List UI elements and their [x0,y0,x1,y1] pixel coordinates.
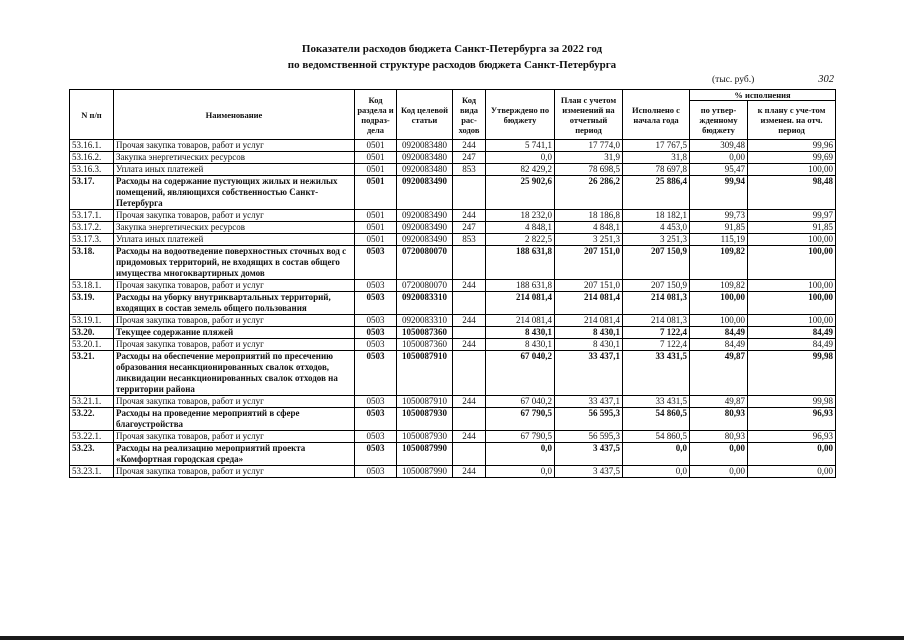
cell-num: 53.18. [70,246,114,280]
cell-kind-code: 244 [453,280,486,292]
table-row [70,466,836,478]
cell-num: 53.20.1. [70,339,114,351]
cell-approved: 4 848,1 [486,222,555,234]
table-row [70,222,836,234]
header-pct-plan: к плану с уче-том изменен. на отч. период [748,101,836,140]
cell-pct-approved: 49,87 [690,351,748,396]
cell-approved: 8 430,1 [486,339,555,351]
table-row [70,292,836,315]
cell-section-code: 0503 [355,408,397,431]
header-executed: Исполнено с начала года [623,90,690,140]
cell-name: Текущее содержание пляжей [114,327,355,339]
cell-approved: 18 232,0 [486,210,555,222]
cell-pct-approved: 84,49 [690,339,748,351]
cell-pct-plan: 100,00 [748,234,836,246]
cell-section-code: 0503 [355,327,397,339]
cell-kind-code [453,327,486,339]
cell-plan: 33 437,1 [555,396,623,408]
scan-edge [0,636,904,640]
cell-num: 53.18.1. [70,280,114,292]
cell-target-code: 0920083310 [397,292,453,315]
cell-num: 53.17.3. [70,234,114,246]
table-row [70,246,836,280]
cell-num: 53.19.1. [70,315,114,327]
cell-pct-plan: 91,85 [748,222,836,234]
cell-num: 53.16.2. [70,152,114,164]
cell-kind-code: 244 [453,466,486,478]
cell-num: 53.17.1. [70,210,114,222]
header-target-code: Код целевой статьи [397,90,453,140]
cell-plan: 207 151,0 [555,246,623,280]
cell-executed: 214 081,3 [623,292,690,315]
cell-target-code: 1050087930 [397,408,453,431]
cell-section-code: 0503 [355,431,397,443]
cell-executed: 4 453,0 [623,222,690,234]
cell-executed: 31,8 [623,152,690,164]
cell-name: Расходы на проведение мероприятий в сфере благоустройства [114,408,355,431]
title-line-2: по ведомственной структуре расходов бюджета Санкт-Петербурга [287,59,617,71]
cell-section-code: 0503 [355,246,397,280]
cell-pct-plan: 99,98 [748,396,836,408]
cell-section-code: 0503 [355,292,397,315]
cell-pct-approved: 84,49 [690,327,748,339]
cell-target-code: 1050087360 [397,327,453,339]
cell-num: 53.20. [70,327,114,339]
cell-approved: 25 902,6 [486,176,555,210]
cell-pct-approved: 49,87 [690,396,748,408]
cell-section-code: 0503 [355,339,397,351]
cell-approved: 67 790,5 [486,431,555,443]
cell-kind-code: 244 [453,140,486,152]
cell-name: Расходы на обеспечение мероприятий по пресечению образования несанкционированных свалок отходов, ликвидации несанкционированных свалок отходов на территории района [114,351,355,396]
cell-approved: 67 040,2 [486,396,555,408]
cell-executed: 7 122,4 [623,327,690,339]
cell-target-code: 0920083480 [397,140,453,152]
cell-executed: 54 860,5 [623,431,690,443]
cell-pct-plan: 99,97 [748,210,836,222]
cell-plan: 8 430,1 [555,327,623,339]
table-row [70,327,836,339]
cell-approved: 214 081,4 [486,292,555,315]
header-plan: План с учетом изменений на отчетный период [555,90,623,140]
table-row [70,351,836,396]
cell-pct-plan: 99,98 [748,351,836,396]
cell-executed: 214 081,3 [623,315,690,327]
cell-target-code: 1050087990 [397,466,453,478]
cell-pct-approved: 115,19 [690,234,748,246]
cell-num: 53.17.2. [70,222,114,234]
cell-num: 53.22.1. [70,431,114,443]
cell-target-code: 0920083310 [397,315,453,327]
cell-executed: 25 886,4 [623,176,690,210]
table-row [70,152,836,164]
cell-kind-code: 244 [453,210,486,222]
cell-plan: 3 437,5 [555,443,623,466]
cell-plan: 17 774,0 [555,140,623,152]
cell-executed: 17 767,5 [623,140,690,152]
cell-pct-approved: 0,00 [690,152,748,164]
table-row [70,234,836,246]
header-name: Наименование [114,90,355,140]
cell-plan: 207 151,0 [555,280,623,292]
cell-kind-code [453,443,486,466]
cell-pct-plan: 84,49 [748,327,836,339]
cell-executed: 7 122,4 [623,339,690,351]
table-body [70,140,836,478]
cell-section-code: 0503 [355,466,397,478]
table-row [70,431,836,443]
cell-name: Прочая закупка товаров, работ и услуг [114,140,355,152]
cell-target-code: 0920083490 [397,210,453,222]
cell-kind-code: 247 [453,152,486,164]
cell-target-code: 0720080070 [397,280,453,292]
cell-plan: 4 848,1 [555,222,623,234]
cell-kind-code: 247 [453,222,486,234]
cell-name: Закупка энергетических ресурсов [114,152,355,164]
cell-kind-code [453,246,486,280]
cell-kind-code [453,408,486,431]
cell-plan: 214 081,4 [555,315,623,327]
cell-kind-code: 244 [453,431,486,443]
cell-kind-code: 244 [453,339,486,351]
header-kind-code: Код вида рас-ходов [453,90,486,140]
cell-pct-plan: 84,49 [748,339,836,351]
cell-num: 53.17. [70,176,114,210]
table-row [70,339,836,351]
table-row [70,315,836,327]
cell-executed: 0,0 [623,466,690,478]
cell-section-code: 0501 [355,234,397,246]
table-row [70,408,836,431]
cell-target-code: 1050087910 [397,351,453,396]
budget-table [69,89,836,478]
cell-plan: 56 595,3 [555,408,623,431]
cell-name: Прочая закупка товаров, работ и услуг [114,315,355,327]
cell-plan: 214 081,4 [555,292,623,315]
cell-approved: 188 631,8 [486,246,555,280]
cell-name: Прочая закупка товаров, работ и услуг [114,339,355,351]
cell-name: Прочая закупка товаров, работ и услуг [114,466,355,478]
cell-pct-plan: 99,69 [748,152,836,164]
cell-target-code: 1050087360 [397,339,453,351]
cell-num: 53.22. [70,408,114,431]
cell-target-code: 1050087930 [397,431,453,443]
header-pct-approved: по утвер-жденному бюджету [690,101,748,140]
cell-executed: 54 860,5 [623,408,690,431]
cell-pct-plan: 96,93 [748,431,836,443]
cell-executed: 0,0 [623,443,690,466]
cell-executed: 33 431,5 [623,351,690,396]
cell-kind-code [453,351,486,396]
cell-num: 53.16.1. [70,140,114,152]
page-number: 302 [818,74,834,85]
cell-num: 53.21. [70,351,114,396]
cell-executed: 207 150,9 [623,280,690,292]
cell-name: Расходы на уборку внутриквартальных территорий, входящих в состав земель общего пользования [114,292,355,315]
table-row [70,164,836,176]
cell-target-code: 0920083490 [397,176,453,210]
cell-target-code: 1050087910 [397,396,453,408]
cell-approved: 5 741,1 [486,140,555,152]
cell-pct-approved: 99,73 [690,210,748,222]
cell-section-code: 0501 [355,222,397,234]
cell-name: Прочая закупка товаров, работ и услуг [114,280,355,292]
cell-name: Уплата иных платежей [114,234,355,246]
cell-pct-approved: 0,00 [690,443,748,466]
cell-num: 53.23. [70,443,114,466]
cell-approved: 0,0 [486,152,555,164]
cell-target-code: 0920083480 [397,164,453,176]
cell-name: Расходы на содержание пустующих жилых и нежилых помещений, являющихся собственностью Санкт-Петербурга [114,176,355,210]
cell-executed: 18 182,1 [623,210,690,222]
cell-pct-plan: 100,00 [748,292,836,315]
cell-target-code: 0920083480 [397,152,453,164]
cell-name: Прочая закупка товаров, работ и услуг [114,431,355,443]
cell-approved: 214 081,4 [486,315,555,327]
cell-approved: 0,0 [486,443,555,466]
cell-pct-approved: 95,47 [690,164,748,176]
cell-kind-code: 853 [453,234,486,246]
cell-approved: 67 790,5 [486,408,555,431]
cell-approved: 82 429,2 [486,164,555,176]
cell-approved: 67 040,2 [486,351,555,396]
cell-executed: 78 697,8 [623,164,690,176]
table-row [70,443,836,466]
cell-plan: 3 251,3 [555,234,623,246]
table-row [70,140,836,152]
cell-pct-approved: 80,93 [690,408,748,431]
cell-num: 53.21.1. [70,396,114,408]
cell-section-code: 0501 [355,164,397,176]
cell-section-code: 0503 [355,396,397,408]
cell-approved: 2 822,5 [486,234,555,246]
cell-executed: 33 431,5 [623,396,690,408]
header-num: N п/п [70,90,114,140]
table-row [70,176,836,210]
cell-pct-plan: 100,00 [748,315,836,327]
cell-pct-plan: 100,00 [748,280,836,292]
cell-plan: 18 186,8 [555,210,623,222]
cell-pct-approved: 100,00 [690,315,748,327]
cell-pct-plan: 0,00 [748,466,836,478]
cell-kind-code: 244 [453,315,486,327]
units-label: (тыс. руб.) [712,75,755,85]
cell-num: 53.16.3. [70,164,114,176]
cell-section-code: 0503 [355,443,397,466]
cell-target-code: 0920083490 [397,234,453,246]
cell-executed: 207 150,9 [623,246,690,280]
cell-pct-approved: 80,93 [690,431,748,443]
cell-section-code: 0503 [355,280,397,292]
cell-plan: 31,9 [555,152,623,164]
table-row [70,280,836,292]
cell-pct-approved: 109,82 [690,246,748,280]
cell-target-code: 1050087990 [397,443,453,466]
cell-name: Расходы на водоотведение поверхностных сточных вод с придомовых территорий, не входящих в состав общего имущества многоквартирных домов [114,246,355,280]
cell-plan: 33 437,1 [555,351,623,396]
cell-pct-plan: 96,93 [748,408,836,431]
table-header [70,90,836,140]
cell-pct-approved: 91,85 [690,222,748,234]
cell-plan: 78 698,5 [555,164,623,176]
cell-target-code: 0920083490 [397,222,453,234]
cell-pct-plan: 98,48 [748,176,836,210]
cell-section-code: 0501 [355,176,397,210]
cell-plan: 26 286,2 [555,176,623,210]
document-title [0,41,904,73]
cell-pct-plan: 99,96 [748,140,836,152]
cell-pct-approved: 109,82 [690,280,748,292]
cell-name: Прочая закупка товаров, работ и услуг [114,210,355,222]
cell-num: 53.23.1. [70,466,114,478]
cell-plan: 8 430,1 [555,339,623,351]
cell-kind-code: 853 [453,164,486,176]
table-row [70,396,836,408]
cell-section-code: 0503 [355,315,397,327]
cell-pct-plan: 100,00 [748,246,836,280]
cell-pct-approved: 99,94 [690,176,748,210]
cell-section-code: 0501 [355,152,397,164]
cell-kind-code [453,176,486,210]
cell-plan: 56 595,3 [555,431,623,443]
cell-section-code: 0503 [355,351,397,396]
cell-name: Прочая закупка товаров, работ и услуг [114,396,355,408]
header-approved: Утверждено по бюджету [486,90,555,140]
cell-approved: 8 430,1 [486,327,555,339]
cell-name: Уплата иных платежей [114,164,355,176]
cell-pct-approved: 100,00 [690,292,748,315]
header-pct-group: % исполнения [690,90,836,101]
cell-executed: 3 251,3 [623,234,690,246]
cell-kind-code [453,292,486,315]
cell-pct-plan: 100,00 [748,164,836,176]
title-line-1: Показатели расходов бюджета Санкт-Петербурга за 2022 год [301,43,603,55]
cell-section-code: 0501 [355,140,397,152]
cell-num: 53.19. [70,292,114,315]
cell-name: Закупка энергетических ресурсов [114,222,355,234]
cell-pct-plan: 0,00 [748,443,836,466]
cell-pct-approved: 0,00 [690,466,748,478]
cell-target-code: 0720080070 [397,246,453,280]
cell-section-code: 0501 [355,210,397,222]
cell-name: Расходы на реализацию мероприятий проекта «Комфортная городская среда» [114,443,355,466]
table-row [70,210,836,222]
cell-approved: 0,0 [486,466,555,478]
header-section-code: Код раздела и подраз-дела [355,90,397,140]
cell-approved: 188 631,8 [486,280,555,292]
cell-kind-code: 244 [453,396,486,408]
cell-plan: 3 437,5 [555,466,623,478]
cell-pct-approved: 309,48 [690,140,748,152]
